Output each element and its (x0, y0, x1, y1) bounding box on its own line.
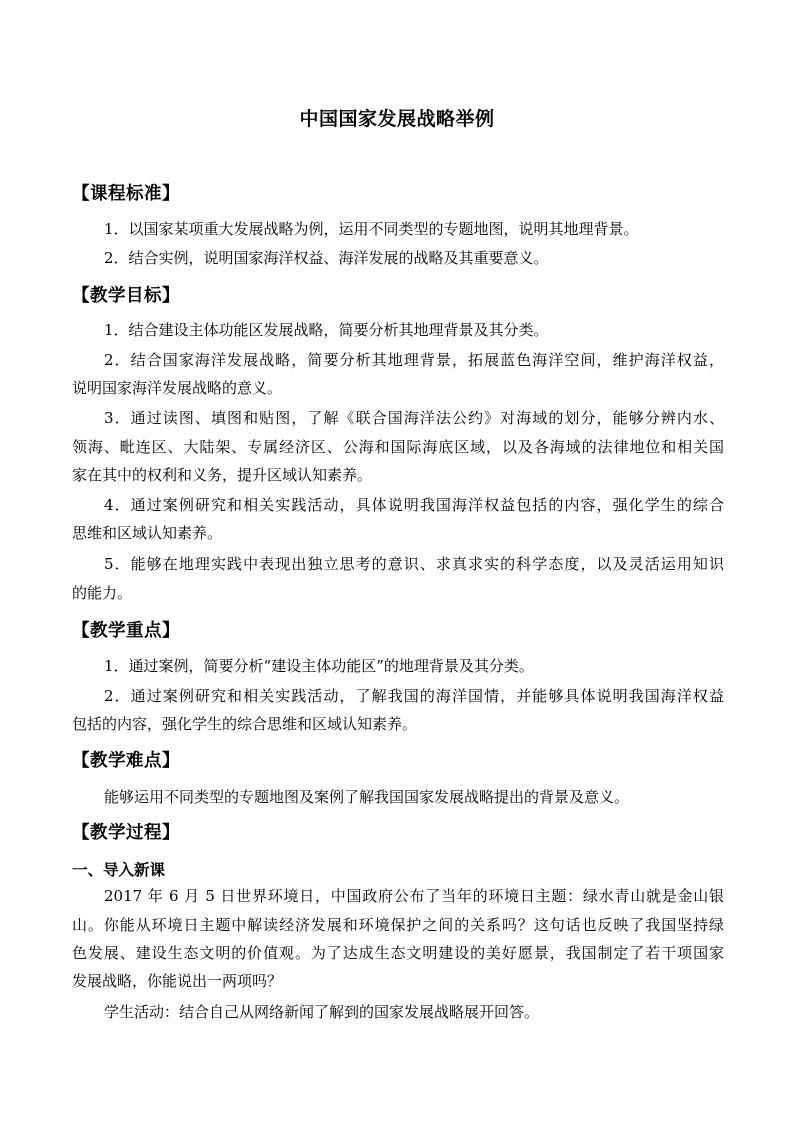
process-subheading-intro: 一、导入新课 (72, 860, 166, 879)
section-heading-course-standard: 【课程标准】 (72, 184, 180, 204)
teaching-goal-item-3-line-1: 3．通过读图、填图和贴图，了解《联合国海洋法公约》对海域的划分，能够分辨内水、 (104, 409, 724, 427)
teaching-goal-item-3-line-3: 家在其中的权利和义务，提升区域认知素养。 (72, 466, 373, 484)
section-heading-teaching-goals: 【教学目标】 (72, 286, 180, 306)
teaching-goal-item-5-line-1: 5．能够在地理实践中表现出独立思考的意识、求真求实的科学态度，以及灵活运用知识 (104, 555, 724, 573)
teaching-goal-item-3-line-2: 领海、毗连区、大陆架、专属经济区、公海和国际海底区域，以及各海域的法律地位和相关国 (72, 438, 724, 456)
section-heading-process: 【教学过程】 (72, 823, 180, 843)
teaching-goal-item-5-line-2: 的能力。 (72, 584, 133, 602)
section-heading-difficulties: 【教学难点】 (72, 751, 180, 771)
teaching-goal-item-2-line-2: 说明国家海洋发展战略的意义。 (72, 379, 283, 397)
teaching-goal-item-2-line-1: 2．结合国家海洋发展战略，简要分析其地理背景，拓展蓝色海洋空间，维护海洋权益， (104, 351, 724, 369)
key-point-item-2-line-2: 包括的内容，强化学生的综合思维和区域认知素养。 (72, 715, 418, 733)
difficulties-text: 能够运用不同类型的专题地图及案例了解我国国家发展战略提出的背景及意义。 (104, 788, 630, 806)
document-title: 中国国家发展战略举例 (299, 108, 495, 130)
section-heading-key-points: 【教学重点】 (72, 621, 180, 641)
key-point-item-1: 1．通过案例，简要分析“建设主体功能区”的地理背景及其分类。 (104, 657, 534, 675)
course-standard-item-2: 2．结合实例，说明国家海洋权益、海洋发展的战略及其重要意义。 (104, 249, 549, 267)
course-standard-item-1: 1．以国家某项重大发展战略为例，运用不同类型的专题地图，说明其地理背景。 (104, 220, 639, 238)
teaching-goal-item-4-line-1: 4．通过案例研究和相关实践活动，具体说明我国海洋权益包括的内容，强化学生的综合 (104, 496, 724, 514)
process-paragraph-line-4: 发展战略，你能说出一两项吗？ (72, 972, 283, 990)
process-paragraph-line-1: 2017 年 6 月 5 日世界环境日，中国政府公布了当年的环境日主题：绿水青山就是金山银 (104, 887, 724, 905)
process-student-activity: 学生活动：结合自己从网络新闻了解到的国家发展战略展开回答。 (104, 1003, 540, 1021)
process-paragraph-line-2: 山。你能从环境日主题中解读经济发展和环境保护之间的关系吗？这句话也反映了我国坚持绿 (72, 916, 724, 934)
teaching-goal-item-4-line-2: 思维和区域认知素养。 (72, 524, 223, 542)
teaching-goal-item-1: 1．结合建设主体功能区发展战略，简要分析其地理背景及其分类。 (104, 321, 549, 339)
process-paragraph-line-3: 色发展、建设生态文明的价值观。为了达成生态文明建设的美好愿景，我国制定了若干项国家 (72, 944, 724, 962)
key-point-item-2-line-1: 2．通过案例研究和相关实践活动，了解我国的海洋国情，并能够具体说明我国海洋权益 (104, 687, 724, 705)
